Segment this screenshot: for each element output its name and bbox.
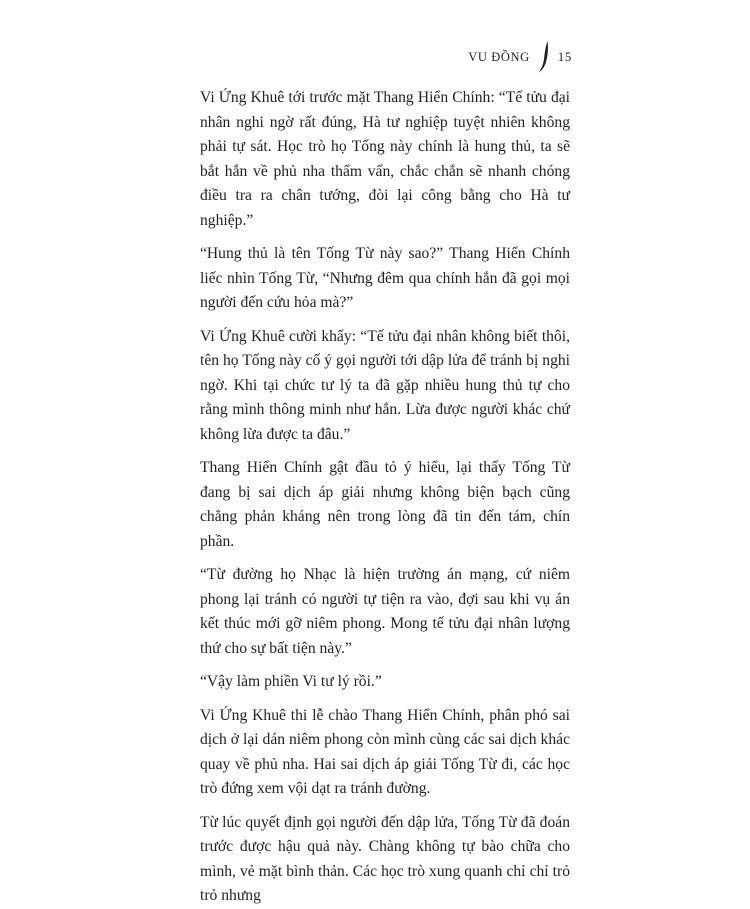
paragraph: “Từ đường họ Nhạc là hiện trường án mạng, cứ niêm phong lại tránh có người tự tiện ra vào, đợi sau khi vụ án kết thúc mới gỡ niêm phong. Mong tế tửu đại nhân lượng thứ cho sự bất tiện này.” [200, 566, 570, 657]
page-number: 15 [557, 49, 572, 64]
paragraph: Vi Ứng Khuê thi lễ chào Thang Hiển Chính, phân phó sai dịch ở lại dán niêm phong còn mình cùng các sai dịch khác quay về phủ nha. Hai sai dịch áp giải Tống Từ đi, các học trò đứng xem vội dạt ra tránh đường. [200, 706, 570, 797]
brush-stroke-icon [537, 40, 551, 74]
paragraph: Vi Ứng Khuê cười khẩy: “Tế tửu đại nhân không biết thôi, tên họ Tống này cố ý gọi người tới dập lửa để tránh bị nghi ngờ. Khi tại chức tư lý ta đã gặp nhiều hung thủ tự cho rằng mình thông minh như hắn. Lừa được người khác chứ không lừa được ta đâu.” [200, 327, 570, 443]
paragraph: Từ lúc quyết định gọi người đến dập lửa, Tống Từ đã đoán trước được hậu quả này. Chàng không tự bào chữa cho mình, vẻ mặt bình thản. Các học trò xung quanh chỉ chỉ trỏ trỏ nhưng [200, 813, 570, 904]
body-text [200, 86, 570, 909]
running-header-title: VU ĐỒNG [468, 49, 530, 64]
paragraph: Thang Hiển Chính gật đầu tỏ ý hiểu, lại thấy Tống Từ đang bị sai dịch áp giải nhưng không biện bạch cũng chẳng phản kháng nên trong lòng đã tin đến tám, chín phần. [200, 459, 570, 550]
paragraph: “Hung thủ là tên Tống Từ này sao?” Thang Hiển Chính liếc nhìn Tống Từ, “Nhưng đêm qua chính hắn đã gọi mọi người đến cứu hỏa mà?” [200, 245, 570, 311]
paragraph: “Vậy làm phiền Vi tư lý rồi.” [200, 673, 382, 690]
paragraph: Vi Ứng Khuê tới trước mặt Thang Hiển Chính: “Tế tửu đại nhân nghi ngờ rất đúng, Hà tư nghiệp tuyệt nhiên không phải tự sát. Học trò họ Tống này chính là hung thủ, ta sẽ bắt hắn về phủ nha thẩm vấn, chắc chắn sẽ nhanh chóng điều tra ra chân tướng, đòi lại công bằng cho Hà tư nghiệp.” [200, 89, 570, 229]
running-header [468, 40, 572, 74]
